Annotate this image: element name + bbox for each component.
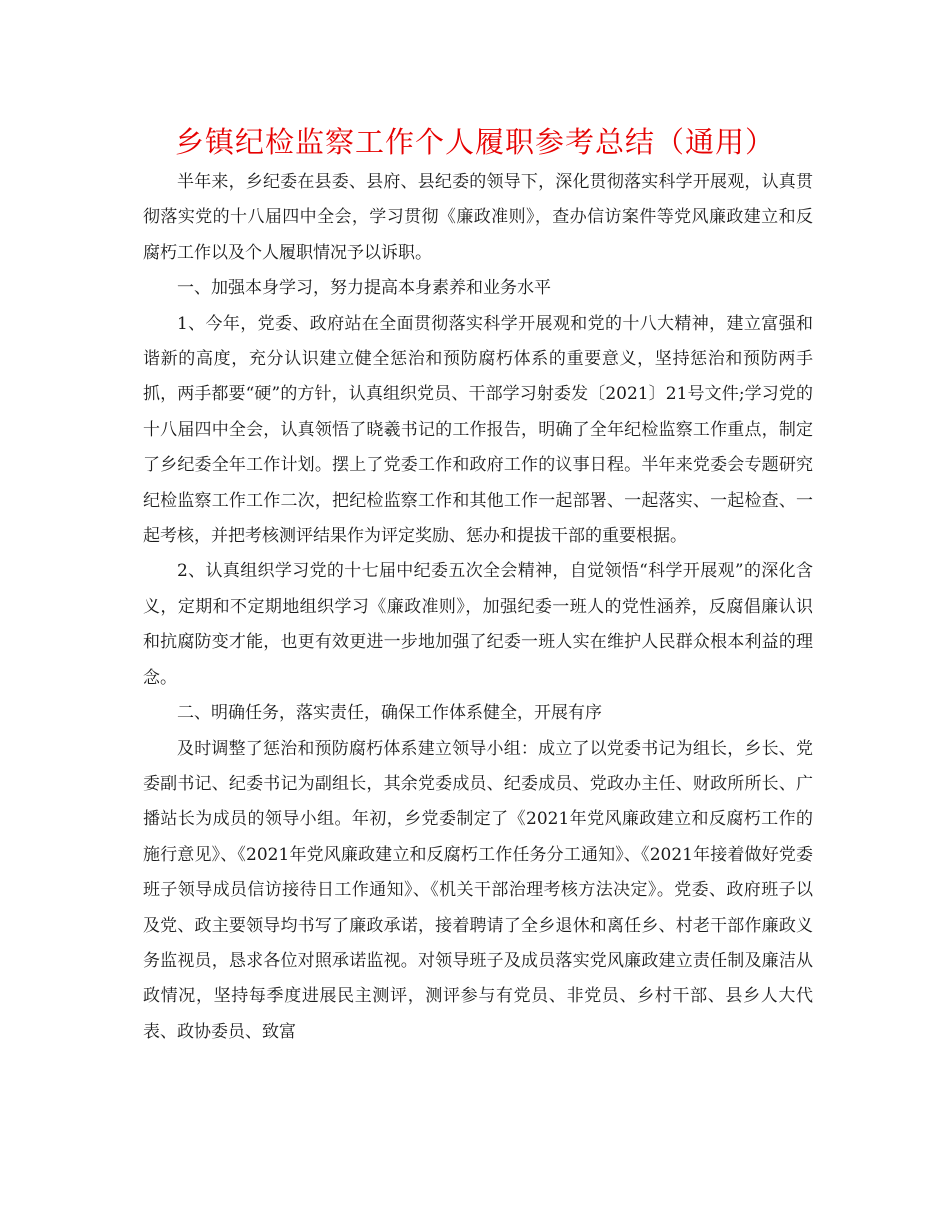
paragraph-1-2: 2、认真组织学习党的十七届中纪委五次全会精神，自觉领悟“科学开展观”的深化含义，定期和不定期地组织学习《廉政准则》，加强纪委一班人的党性涵养，反腐倡廉认识和抗腐防变才能，也更有效更进一步地加强了纪委一班人实在维护人民群众根本利益的理念。 [143, 561, 813, 688]
paragraph-intro: 半年来，乡纪委在县委、县府、县纪委的领导下，深化贯彻落实科学开展观，认真贯彻落实党的十八届四中全会，学习贯彻《廉政准则》，查办信访案件等党风廉政建立和反腐朽工作以及个人履职情况予以诉职。 [143, 172, 813, 263]
section-heading-1: 一、加强本身学习，努力提高本身素养和业务水平 [177, 278, 551, 299]
section-heading-2: 二、明确任务，落实责任，确保工作体系健全，开展有序 [177, 703, 602, 724]
document-body [143, 165, 813, 1050]
paragraph-1-1: 1、今年，党委、政府站在全面贯彻落实科学开展观和党的十八大精神，建立富强和谐新的高度，充分认识建立健全惩治和预防腐朽体系的重要意义，坚持惩治和预防两手抓，两手都要“硬”的方针，认真组织党员、干部学习射委发〔2021〕21号文件;学习党的十八届四中全会，认真领悟了晓羲书记的工作报告，明确了全年纪检监察工作重点，制定了乡纪委全年工作计划。摆上了党委工作和政府工作的议事日程。半年来党委会专题研究纪检监察工作工作二次，把纪检监察工作和其他工作一起部署、一起落实、一起检查、一起考核，并把考核测评结果作为评定奖励、惩办和提拔干部的重要根据。 [143, 313, 813, 547]
document-title: 乡镇纪检监察工作个人履职参考总结（通用） [174, 125, 775, 159]
paragraph-2-1: 及时调整了惩治和预防腐朽体系建立领导小组：成立了以党委书记为组长，乡长、党委副书记、纪委书记为副组长，其余党委成员、纪委成员、党政办主任、财政所所长、广播站长为成员的领导小组。年初，乡党委制定了《2021年党风廉政建立和反腐朽工作的施行意见》、《2021年党风廉政建立和反腐朽工作任务分工通知》、《2021年接着做好党委班子领导成员信访接待日工作通知》、《机关干部治理考核方法决定》。党委、政府班子以及党、政主要领导均书写了廉政承诺，接着聘请了全乡退休和离任乡、村老干部作廉政义务监视员，恳求各位对照承诺监视。对领导班子及成员落实党风廉政建立责任制及廉洁从政情况，坚持每季度进展民主测评，测评参与有党员、非党员、乡村干部、县乡人大代表、政协委员、致富 [143, 738, 813, 1042]
